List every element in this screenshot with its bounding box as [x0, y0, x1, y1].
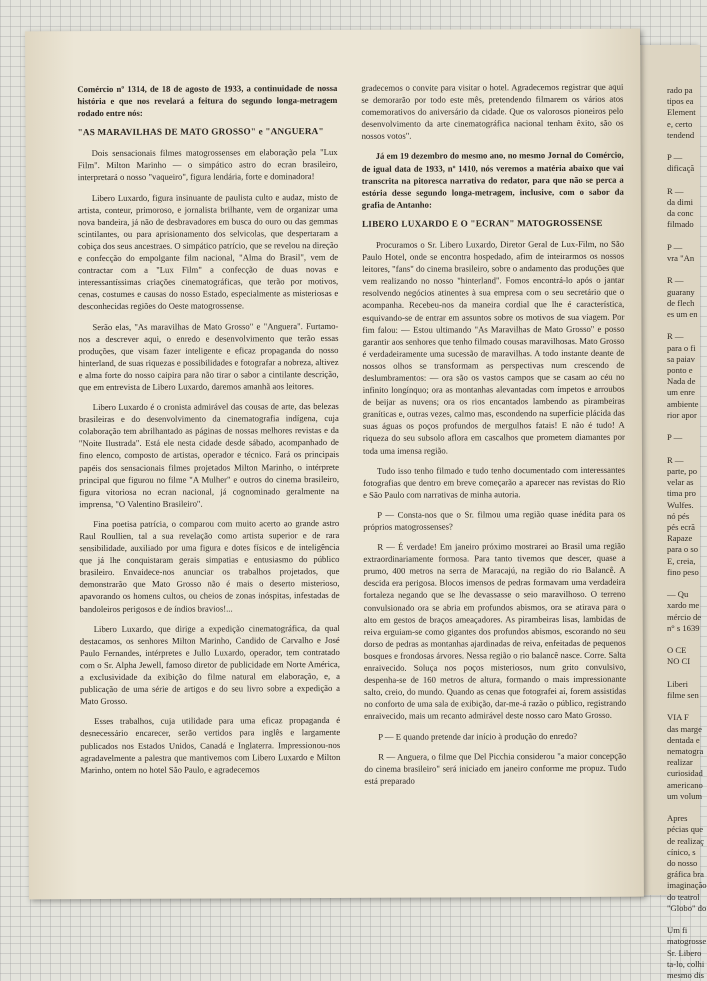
left-paragraph-3: Serão elas, "As maravilhas de Mato Grosso" e "Anguera". Furtamo-nos a descrever aqui, o enredo e desenvolvimento que terão essas produções, que visam fazer inteligente e eficaz propaganda do nosso hinterland, de suas riquezas e possibilidades e fotografar a nobreza, altivez e alma forte do nosso caipira para não tirar o sabor a cintilante descrição, que em entrevista de Libero Luxardo, daremos amanhã aos leitores. [78, 320, 339, 393]
right-paragraph-0: gradecemos o convite para visitar o hotel. Agradecemos registrar que aqui se demorarão por todo este mês, pretendendo filmarem os vários atos comemorativos do aniversário da cidade. Que os valorosos pioneiros pelo desenvolvimento da arte cinematográfica nacional tenham êxito, são os nossos votos". [361, 81, 624, 142]
left-paragraph-1: Dois sensacionais filmes matogrossenses em elaboração pela "Lux Film". Milton Marinho — o simpático astro do ecran brasileiro, interpretará o nosso "vaqueiro", figura lendária, forte e dominadora! [77, 147, 338, 183]
right-intro: Já em 19 dezembro do mesmo ano, no mesmo Jornal do Comércio, de igual data de 1933, nº 1410, nós veremos a matéria abaixo que vai transcrita na pitoresca narrativa do redator, para que não se perca a estória desse segundo longa-metragem, inclusive, com o sabor da grafia de Antanho: [361, 150, 624, 210]
document-page [25, 29, 644, 900]
right-heading: LIBERO LUXARDO E O "ECRAN" MATOGROSSENSE [361, 217, 603, 229]
left-column [77, 82, 340, 784]
right-column [361, 81, 626, 795]
right-paragraph-6: R — Anguera, o filme que Del Picchia considerou "a maior concepção do cinema brasileiro" será iniciado em janeiro conforme me propuz. Tudo está preparado [364, 750, 627, 786]
right-paragraph-2: Tudo isso tenho filmado e tudo tenho documentado com interessantes fotografias que dentro em breve começarão a aparecer nas revistas do Rio e São Paulo com narrativas de minha autoria. [363, 464, 626, 500]
left-heading: "AS MARAVILHAS DE MATO GROSSO" e "ANGUERA" [77, 126, 324, 138]
left-paragraph-7: Esses trabalhos, cuja utilidade para uma eficaz propaganda é desnecessário encarecer, serão vertidos para inglês e largamente publicados nos Estados Unidos, Canadá e Inglaterra. Impressionou-nos agradavelmente a palestra que mantivemos com Libero Luxardo e Milton Marinho, ontem no hotel São Paulo, e agradecemos [80, 715, 341, 775]
left-paragraph-2: Libero Luxardo, figura insinuante de paulista culto e audaz, misto de artista, conteur, primoroso, e jornalista brilhante, vem de organizar uma nova bandeira, já não de desbravadores em busca do ouro ou das gemmas scintilantes, ou para aprisionamento dos selvicolas, que despertaram a cobiça dos seus ancestraes. O simpático patrício, que se revelou na direção e confecção do empolgante film nacional, "Alma do Brasil", vem de contractar com a "Lux Film" a confecção de duas novas e interessantíssimas criações cinematográficas, que terão por motivos, cenas, costumes e causas do nosso Estado, especialmente as misteriosas e desconhecidas regiões do Oeste matogrossense. [77, 191, 339, 312]
right-paragraph-3: P — Consta-nos que o Sr. filmou uma região quase inédita para os próprios matogrossenses? [363, 508, 626, 532]
left-paragraph-4: Libero Luxardo é o cronista admirável das cousas de arte, das belezas brasileiras e do desenvolvimento da cinematografia indígena, cuja colaboração tem abrilhantado as páginas de nossas melhores revistas e da "Noite Ilustrada". Está ele nesta cidade desde sábado, acompanhado de fino elenco, composto de artistas, operador e técnico. Fará os principais papéis dos sensacionais filmes projetados Milton Marinho, o intérprete principal que figurou no filme "A Mulher" e outros do cinema brasileiro, figura vitoriosa no ecran nacional, já cognominado geralmente na imprensa, "O Valentino Brasileiro". [78, 401, 340, 509]
left-paragraph-6: Libero Luxardo, que dirige a expedição cinematográfica, da qual destacamos, os senhores Milton Marinho, Candido de Carvalho e José Paulo Fernandes, intérpretes e Jullo Luxardo, operador, tem contratado com o Sr. Alpha Jewell, famoso diretor de publicidade em Norte América, a exclusividade da exibição do filme natural em elaboração, e, a publicação de uma série de artigos e do seu livro sobre a expedição a Mato Grosso. [79, 622, 340, 707]
right-paragraph-5: P — E quando pretende dar início à produção do enredo? [378, 730, 578, 742]
right-paragraph-1: Procuramos o Sr. Libero Luxardo, Diretor Geral de Lux-Film, no São Paulo Hotel, onde se encontra hospedado, afim de inteirarmos os nossos leitores, "fans" do cinema brasileiro, sobre o andamento das produções que vem realizando no nosso "hinterland". Fomos encontrá-lo após o jantar resolvendo negócios atinentes à sua empresa com o seu secretário que o acompanha. Recebeu-nos da maneira cordial que lhe é característica, esquivando-se de entrar em assuntos sobre os motivos de sua viagem. Por fim falou: — Estou ultimando "As Maravilhas de Mato Grosso" e posso garantir aos senhores que tenho filmado cousas maravilhosas. Mato Grosso é verdadeiramente uma sucessão de maravilhas. A todo instante deante de nossos olhos se transformam as perspectivas num crescendo de deslumbramentos: — ora são os vastos campos que se casam ao céu no infinito longínquo; ora as montanhas alevantadas com ímpetos e arroubos de beijar as nuvens; ora os rios encantados lambendo as pirambeiras graníticas e, outras vezes, calmo mas, escondendo na superfície plácida das suas águas os poços profundos de mergulhos fatais! E não é tudo! A riqueza do seu subsolo aflora em cascalhos que prometem diamantes por toda uma imensa região. [362, 238, 625, 456]
left-paragraph-5: Fina poetisa patrícia, o comparou com muito acerto ao grande astro Raul Roullien, tal a sua revelação como artista superior e de rara sensibilidade, auxiliado por uma figura e dotes físicos e de inteligência que já lhe conquistaram gerais simpatias e entusiasmo do público brasileiro. Envaidece-nos anunciar os trabalhos projetados, que demonstrarão que Mato Grosso não é mais o deserto misterioso, apavorando os homens cultos, ou cheios de zonas inóspitas, infestadas de bandoleiros perigosos e de índios bravios!... [79, 517, 340, 614]
right-paragraph-4: R — É verdade! Em janeiro próximo mostrarei ao Brasil uma região extraordinariamente formosa. Para tanto tivemos que descer, quase a prumo, 400 metros na serra de Maracajú, na região do rio Balancê. A descida era perigosa. Blocos imensos de pedras formavam uma verdadeira fortaleza negando que se lhe devassasse o seio maravilhoso. O terreno convulsionado ora se abria em profundos abismos, ora se atirava para o alto em gestos de braços ameaçadores. As pirambeiras lisas, lambidas de reiva erguiam-se como gigantes dos profundos abismos, escorando no seu dorso de pedras as montanhas ajardinadas de reiva, enfeitadas de pequenos bosques e frondosas árvores. Nessa região o rio balancê nasce. Corre. Salta enraivecido. Soluça nos poços misteriosos, num grito convulsivo, despenha-se de 160 metros de altura, formando o mais impressionante salto, creio, do mundo. Quando as cenas que fotografei aí, forem assistidas no conforto de uma sala de exibição, dar-me-á razão o público, registrando enraivecido, mais um recanto admirável deste nosso caro Mato Grosso. [363, 540, 627, 722]
left-intro: Comércio nº 1314, de 18 de agosto de 1933, a continuidade de nossa história e que nos revelará a feitura do segundo longa-metragem rodado entre nós: [77, 82, 338, 119]
adjacent-page-text: rado pa tipos ea Element e, certo tendend P — dificaçã R — da dimi da conc filmado P — vra "An R — guarany de flech es um en R — para o fi sa paiav ponto e Nada de um enre ambiente rior apor P — R — parte, po velar as tima pro Wulfes. nó pés pés ecrã Rapaze para o so E, creia, fino peso — Qu xardo me mércio de n° s 1639 O CE NO CI Liberi filme sen VIA F das marge dentada e nematogra realizar curiosidad americano um volum Apres pécias que de realizaç cínico, s do nosso gráfica bra imaginação do teatrol "Globo" do Um fi matogrosse Sr. Libero ta-lo, colhi mesmo dis [667, 85, 707, 981]
